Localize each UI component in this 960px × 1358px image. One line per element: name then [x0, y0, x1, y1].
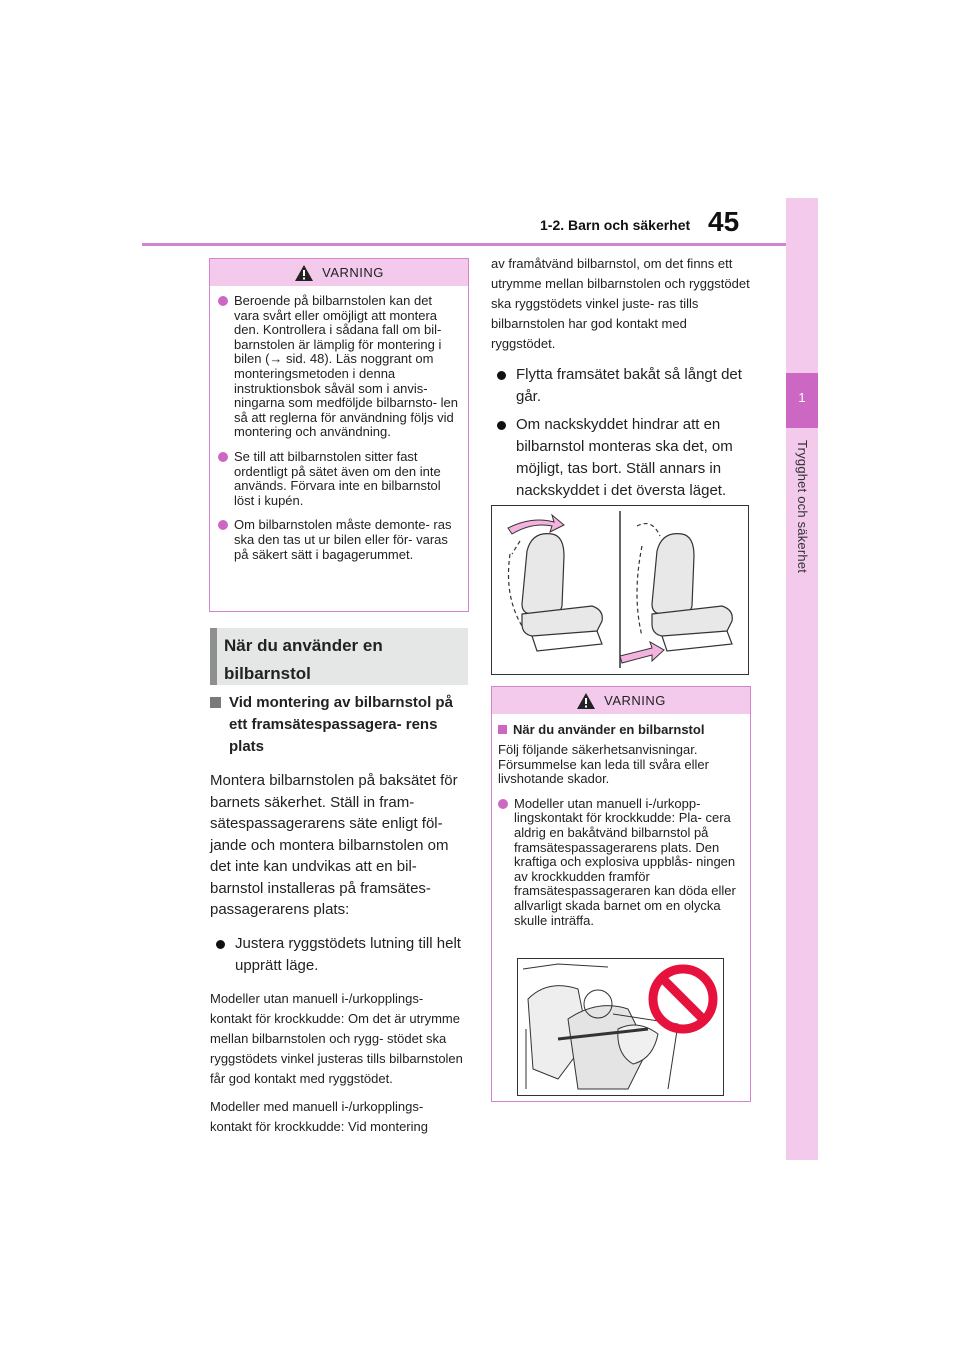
- section-title: 1-2. Barn och säkerhet: [540, 217, 691, 233]
- warning-text: Följ följande säkerhetsanvisningar. Försummelse kan leda till svåra eller livshotande skador.: [498, 742, 709, 787]
- bullet-text: Om nackskyddet hindrar att en bilbarnstol monteras ska det, om möjligt, tas bort. Ställ annars in nackskyddet i det översta läget.: [516, 416, 733, 499]
- warning-item-text: Om bilbarnstolen måste demonte- ras ska den tas ut ur bilen eller för- varas på säkert sätt i bagagerummet.: [234, 517, 452, 562]
- seat-drawing: [492, 506, 748, 674]
- warning-item: [218, 294, 458, 440]
- warning-item: [218, 518, 458, 562]
- header-divider: [142, 243, 786, 246]
- seat-left-icon: [509, 534, 603, 651]
- warning-item-text: Se till att bilbarnstolen sitter fast ordentligt på sätet även om den inte används. Förvara inte en bilbarnstol löst i kupén.: [234, 448, 441, 508]
- right-column-body: [491, 254, 753, 502]
- bullet-item: [491, 364, 753, 408]
- warning-item-text: Beroende på bilbarnstolen kan det vara svårt eller omöjligt att montera den. Kontrollera i sådana fall om bil- barnstolen är lämplig för montering i bilen (→ sid. 48). Läs noggrant om monteringsmetoden i denna instruktionsbok såväl som i anvis- ningarna som medföljde bilbarnsto- len så att reglerna för användning följs vid montering och användning.: [234, 293, 459, 440]
- warning-box-2: [491, 686, 751, 1102]
- bullet-dot-icon: [218, 452, 228, 462]
- bullet-dot-icon: [218, 520, 228, 530]
- airbag-drawing: [518, 959, 723, 1095]
- warning-icon: [576, 692, 596, 710]
- bullet-dot-icon: [216, 940, 225, 949]
- section-heading-line1: När du använder en: [224, 636, 383, 655]
- warning-title: VARNING: [322, 265, 384, 280]
- seat-adjustment-illustration: [491, 505, 749, 675]
- warning-header: [492, 687, 750, 714]
- left-column-body: [210, 692, 468, 1137]
- paragraph: Modeller med manuell i-/urkopplings- kontakt för krockkudde: Vid montering: [210, 1098, 428, 1134]
- square-bullet-icon: [210, 697, 221, 708]
- warning-item-text: Modeller utan manuell i-/urkopp- lingskontakt för krockkudde: Pla- cera aldrig en bakåtvänd bilbarnstol på framsätespassagerarens plats. Den kraftiga och explosiva uppblås- ningen av krockkudden framför framsätespassageraren kan döda eller allvarligt skada barnet om en olycka skulle inträffa.: [514, 795, 736, 928]
- paragraph: av framåtvänd bilbarnstol, om det finns ett utrymme mellan bilbarnstolen och ryggstödet ska ryggstödets vinkel juste- ras tills bilbarnstolen har god kontakt med ryggstödet.: [491, 256, 750, 351]
- warning-item: [218, 450, 458, 508]
- section-heading: [210, 628, 468, 685]
- warning-icon: [294, 264, 314, 282]
- bullet-dot-icon: [498, 799, 508, 809]
- bullet-text: Justera ryggstödets lutning till helt upprätt läge.: [235, 934, 461, 974]
- bullet-dot-icon: [218, 296, 228, 306]
- section-heading-line2: bilbarnstol: [224, 664, 311, 683]
- chapter-label: Trygghet och säkerhet: [795, 440, 810, 574]
- intro-paragraph: Montera bilbarnstolen på baksätet för barnets säkerhet. Ställ in fram- sätespassagerarens säte enligt föl- jande och montera bilbarnstolen om det inte kan undvikas att en bil- barnstol installeras på framsätes- passagerarens plats:: [210, 772, 458, 918]
- bullet-dot-icon: [497, 371, 506, 380]
- airbag-prohibition-illustration: [517, 958, 724, 1096]
- warning-header: [210, 259, 468, 286]
- chapter-side-tab: [786, 198, 818, 1160]
- bullet-text: Flytta framsätet bakåt så långt det går.: [516, 366, 742, 405]
- subheading: [210, 692, 468, 758]
- seat-right-icon: [637, 524, 732, 651]
- warning-box-1: [209, 258, 469, 612]
- prohibited-icon: [653, 969, 713, 1029]
- chapter-number: 1: [798, 390, 806, 405]
- warning-item: [498, 797, 740, 928]
- warning-title: VARNING: [604, 693, 666, 708]
- paragraph: Modeller utan manuell i-/urkopplings- kontakt för krockkudde: Om det är utrymme mellan bilbarnstolen och rygg- stödet ska ryggstödets vinkel justeras tills bilbarnstolen får god kontakt med ryggstödet.: [210, 990, 463, 1086]
- bullet-dot-icon: [497, 421, 506, 430]
- page-number: 45: [708, 206, 740, 237]
- bullet-item: [491, 414, 753, 502]
- square-bullet-icon: [498, 725, 507, 734]
- subheading-text: Vid montering av bilbarnstol på ett framsätespassagera- rens plats: [229, 694, 453, 755]
- warning-subheading-text: När du använder en bilbarnstol: [513, 722, 705, 737]
- warning-subheading: [498, 722, 740, 737]
- bullet-item: [210, 933, 468, 977]
